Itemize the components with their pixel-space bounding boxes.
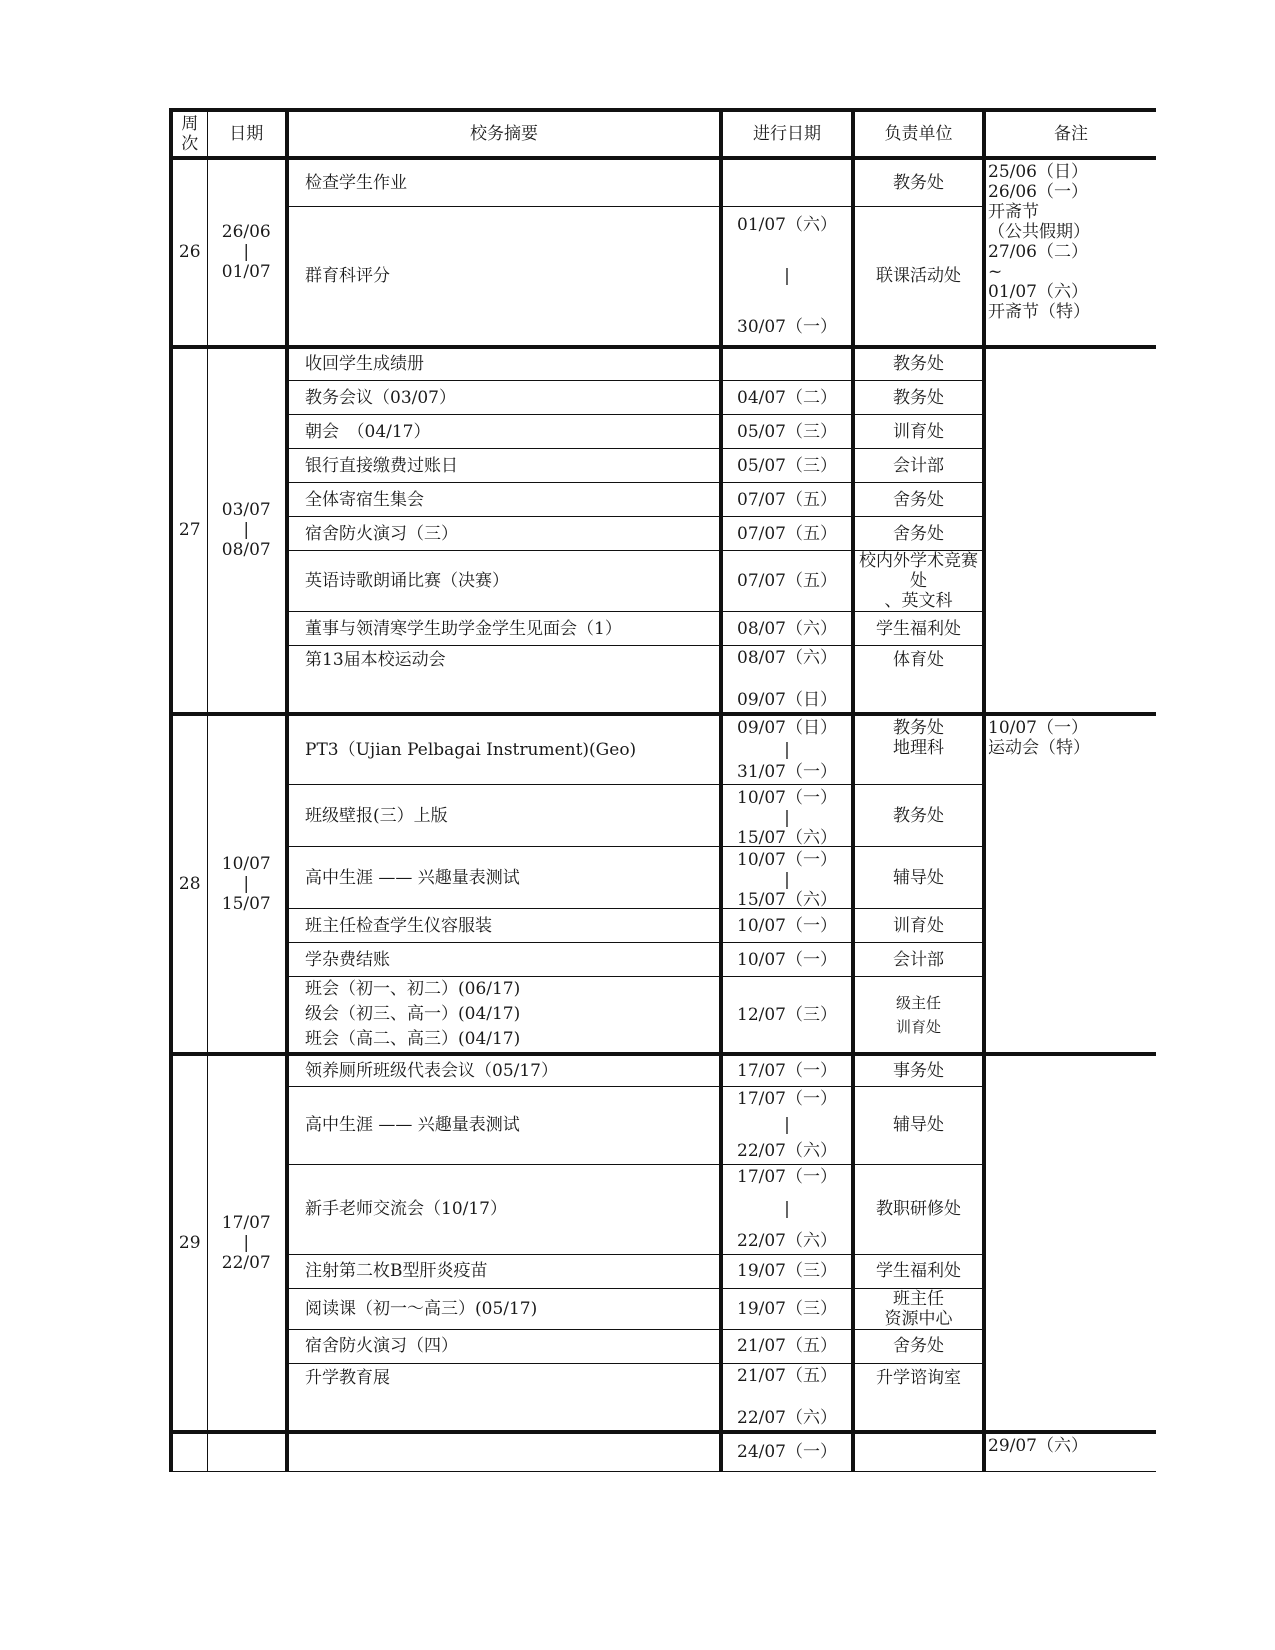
task-summary: 班级壁报(三）上版 xyxy=(287,785,721,847)
text-line: 05/07（三） xyxy=(737,455,837,476)
task-schedule xyxy=(721,1329,853,1363)
text-line: 22/07（六） xyxy=(737,1231,837,1251)
responsible-unit xyxy=(853,381,984,415)
text-line: 21/07（五） xyxy=(737,1365,837,1386)
schedule-lines xyxy=(723,1061,851,1081)
task-schedule xyxy=(721,785,853,847)
responsible-unit xyxy=(853,483,984,517)
table-row xyxy=(171,347,1156,381)
task-schedule xyxy=(721,1288,853,1329)
task-summary: 学杂费结账 xyxy=(287,943,721,977)
text-line: 09/07（日） xyxy=(737,690,837,710)
text-line: 学生福利处 xyxy=(876,1261,961,1281)
text-line: 教职研修处 xyxy=(876,1199,961,1219)
schedule-lines xyxy=(723,1087,851,1163)
task-summary: 升学教育展 xyxy=(287,1363,721,1432)
text-line: 教务处 xyxy=(893,805,944,826)
responsible-unit xyxy=(853,1329,984,1363)
task-summary: 教务会议（03/07） xyxy=(287,381,721,415)
week-number xyxy=(171,1432,207,1472)
text-line: 教务处 xyxy=(893,172,944,193)
text-line: 舍务处 xyxy=(893,489,944,510)
text-line: 会计部 xyxy=(893,949,944,970)
header-task: 校务摘要 xyxy=(287,110,721,158)
schedule-lines xyxy=(723,716,851,784)
schedule-lines xyxy=(723,571,851,591)
text-line: 08/07（六） xyxy=(737,648,837,668)
table-row xyxy=(171,158,1156,206)
task-schedule xyxy=(721,483,853,517)
text-line: 07/07（五） xyxy=(737,571,837,591)
text-line: 04/07（二） xyxy=(737,387,837,408)
remarks xyxy=(984,1054,1156,1432)
text-line: 校内外学术竞赛处 xyxy=(859,551,978,591)
task-schedule xyxy=(721,646,853,715)
remarks xyxy=(984,714,1156,1054)
week-number: 27 xyxy=(171,347,207,715)
text-line: 19/07（三） xyxy=(737,1298,837,1319)
text-line: | xyxy=(243,874,250,894)
responsible-unit xyxy=(853,415,984,449)
text-line: 10/07（一） xyxy=(737,949,837,970)
remarks xyxy=(984,158,1156,347)
text-line: 体育处 xyxy=(893,650,944,670)
text-line: 22/07（六） xyxy=(737,1141,837,1161)
text-line: 01/07（六） xyxy=(737,214,837,235)
week-date-range xyxy=(207,347,287,715)
task-summary: 新手老师交流会（10/17） xyxy=(287,1164,721,1254)
task-summary: 高中生涯 —— 兴趣量表测试 xyxy=(287,847,721,909)
task-schedule xyxy=(721,977,853,1055)
text-line: | xyxy=(784,807,790,828)
task-schedule xyxy=(721,612,853,646)
text-line: 26/06（一） xyxy=(988,182,1088,202)
task-schedule xyxy=(721,909,853,943)
task-summary: 领养厕所班级代表会议（05/17） xyxy=(287,1054,721,1086)
header-when: 进行日期 xyxy=(721,110,853,158)
calendar-table xyxy=(169,108,1156,1472)
text-line: 17/07（一） xyxy=(737,1060,837,1081)
task-summary: 第13届本校运动会 xyxy=(287,646,721,715)
responsible-unit xyxy=(853,909,984,943)
responsible-unit xyxy=(853,517,984,551)
responsible-unit xyxy=(853,206,984,347)
text-line: 08/07 xyxy=(221,540,271,561)
text-line: 资源中心 xyxy=(884,1308,953,1329)
text-line: 01/07（六） xyxy=(988,282,1088,302)
responsible-unit xyxy=(853,449,984,483)
responsible-unit xyxy=(853,347,984,381)
text-line: | xyxy=(243,1232,250,1253)
text-line: 22/07（六） xyxy=(737,1407,837,1428)
week-date-range xyxy=(207,1432,287,1472)
text-line: 30/07（一） xyxy=(737,316,837,337)
task-schedule xyxy=(721,1086,853,1164)
task-schedule xyxy=(721,158,853,206)
text-line: 10/07（一） xyxy=(737,849,837,870)
schedule-lines xyxy=(723,848,851,908)
text-line: 17/07（一） xyxy=(737,1089,837,1109)
task-summary: 检查学生作业 xyxy=(287,158,721,206)
task-schedule xyxy=(721,1363,853,1432)
responsible-unit xyxy=(853,612,984,646)
text-line: （公共假期） xyxy=(988,222,1090,242)
text-line: 开斋节 xyxy=(988,202,1039,222)
task-schedule xyxy=(721,347,853,381)
text-line: 27/06（二） xyxy=(988,242,1088,262)
responsible-unit xyxy=(853,1363,984,1432)
task-summary: 银行直接缴费过账日 xyxy=(287,449,721,483)
text-line: 29/07（六） xyxy=(988,1435,1088,1456)
task-schedule xyxy=(721,1054,853,1086)
text-line: 级主任 xyxy=(895,993,941,1012)
task-summary: 群育科评分 xyxy=(287,206,721,347)
schedule-lines xyxy=(723,1299,851,1319)
text-line: 07/07（五） xyxy=(737,523,837,544)
task-line: 班会（高二、高三）(04/17) xyxy=(305,1029,521,1049)
responsible-unit xyxy=(853,785,984,847)
text-line: 17/07（一） xyxy=(737,1167,837,1187)
header-row xyxy=(171,110,1156,158)
week-date-range xyxy=(207,1054,287,1432)
remarks xyxy=(984,347,1156,715)
header-date: 日期 xyxy=(207,110,287,158)
task-summary: 全体寄宿生集会 xyxy=(287,483,721,517)
task-schedule xyxy=(721,847,853,909)
text-line: 25/06（日） xyxy=(988,162,1088,182)
remarks xyxy=(984,1432,1156,1472)
text-line: 10/07（一） xyxy=(737,915,837,936)
header-note: 备注 xyxy=(984,110,1156,158)
responsible-unit xyxy=(853,551,984,612)
schedule-lines xyxy=(723,524,851,544)
text-line: 10/07（一） xyxy=(737,787,837,808)
responsible-unit xyxy=(853,1086,984,1164)
text-line: 31/07（一） xyxy=(737,762,837,782)
text-line: 辅导处 xyxy=(893,867,944,888)
task-summary: 朝会 （04/17） xyxy=(287,415,721,449)
task-summary: 注射第二枚B型肝炎疫苗 xyxy=(287,1254,721,1288)
task-schedule xyxy=(721,1254,853,1288)
text-line: 训育处 xyxy=(893,421,944,442)
text-line: 地理科 xyxy=(893,738,944,758)
schedule-lines xyxy=(723,646,851,712)
schedule-lines xyxy=(723,490,851,510)
text-line: 教务处 xyxy=(893,354,944,375)
text-line: 班主任 xyxy=(893,1288,944,1309)
task-summary: 阅读课（初一～高三）(05/17) xyxy=(287,1288,721,1329)
text-line: 学生福利处 xyxy=(876,618,961,639)
calendar-body xyxy=(171,158,1156,1472)
task-schedule xyxy=(721,517,853,551)
week-number: 29 xyxy=(171,1054,207,1432)
responsible-unit xyxy=(853,1054,984,1086)
responsible-unit xyxy=(853,1254,984,1288)
text-line: 10/07（一） xyxy=(988,718,1088,738)
schedule-lines xyxy=(723,207,851,345)
task-summary: 英语诗歌朗诵比赛（决赛） xyxy=(287,551,721,612)
task-line: 级会（初三、高一）(04/17) xyxy=(305,1004,521,1024)
text-line: 会计部 xyxy=(893,455,944,476)
schedule-lines xyxy=(723,1336,851,1356)
responsible-unit xyxy=(853,943,984,977)
text-line: ~ xyxy=(988,262,1003,282)
table-row xyxy=(171,1054,1156,1086)
text-line: 升学谘询室 xyxy=(876,1367,961,1388)
text-line: 、英文科 xyxy=(884,591,953,611)
text-line: | xyxy=(784,1115,790,1135)
responsible-unit xyxy=(853,646,984,715)
week-number: 26 xyxy=(171,158,207,347)
responsible-unit xyxy=(853,158,984,206)
text-line: | xyxy=(784,869,790,890)
text-line: 05/07（三） xyxy=(737,421,837,442)
text-line: 事务处 xyxy=(893,1060,944,1081)
schedule-lines xyxy=(723,1364,851,1430)
task-schedule xyxy=(721,551,853,612)
task-summary xyxy=(287,1432,721,1472)
task-line: 班会（初一、初二）(06/17) xyxy=(305,979,521,999)
table-row xyxy=(171,714,1156,785)
responsible-unit xyxy=(853,977,984,1055)
text-line: 舍务处 xyxy=(893,523,944,544)
text-line: 训育处 xyxy=(893,915,944,936)
schedule-lines xyxy=(723,916,851,936)
text-line: 01/07 xyxy=(221,262,271,283)
schedule-lines xyxy=(723,422,851,442)
schedule-lines xyxy=(723,1165,851,1253)
table-row xyxy=(171,1432,1156,1472)
text-line: 15/07 xyxy=(221,894,271,914)
text-line: 26/06 xyxy=(221,222,271,243)
task-summary: 高中生涯 —— 兴趣量表测试 xyxy=(287,1086,721,1164)
school-calendar-sheet xyxy=(169,108,1156,1500)
text-line: 15/07（六） xyxy=(737,889,837,909)
task-schedule xyxy=(721,381,853,415)
text-line: 教务处 xyxy=(893,718,944,738)
text-line: 辅导处 xyxy=(893,1115,944,1135)
text-line: 24/07（一） xyxy=(737,1442,837,1463)
responsible-unit xyxy=(853,847,984,909)
week-number: 28 xyxy=(171,714,207,1054)
responsible-unit xyxy=(853,1432,984,1472)
schedule-lines xyxy=(723,950,851,970)
text-line: 联课活动处 xyxy=(876,265,961,286)
text-line: 09/07（日） xyxy=(737,718,837,738)
text-line: 教务处 xyxy=(893,387,944,408)
text-line: 12/07（三） xyxy=(737,1004,837,1025)
responsible-unit xyxy=(853,1164,984,1254)
task-schedule xyxy=(721,1432,853,1472)
text-line: 08/07（六） xyxy=(737,618,837,639)
text-line: 15/07（六） xyxy=(737,827,837,847)
task-summary: 宿舍防火演习（三） xyxy=(287,517,721,551)
task-schedule xyxy=(721,206,853,347)
text-line: 运动会（特） xyxy=(988,738,1090,758)
schedule-lines xyxy=(723,786,851,846)
schedule-lines xyxy=(723,1261,851,1281)
text-line: | xyxy=(784,265,790,286)
task-summary: 班主任检查学生仪容服装 xyxy=(287,909,721,943)
task-schedule xyxy=(721,1164,853,1254)
text-line: 开斋节（特） xyxy=(988,302,1090,322)
task-schedule xyxy=(721,714,853,785)
task-summary: 宿舍防火演习（四） xyxy=(287,1329,721,1363)
header-week: 周次 xyxy=(171,110,207,158)
week-date-range xyxy=(207,158,287,347)
task-schedule xyxy=(721,943,853,977)
text-line: 19/07（三） xyxy=(737,1261,837,1281)
text-line: 21/07（五） xyxy=(737,1336,837,1356)
task-summary xyxy=(287,977,721,1055)
task-summary: PT3（Ujian Pelbagai Instrument)(Geo) xyxy=(287,714,721,785)
schedule-lines xyxy=(723,456,851,476)
text-line: 17/07 xyxy=(221,1212,271,1233)
text-line: 22/07 xyxy=(221,1252,271,1273)
text-line: | xyxy=(243,520,250,541)
text-line: | xyxy=(784,1199,790,1219)
responsible-unit xyxy=(853,714,984,785)
task-summary: 董事与领清寒学生助学金学生见面会（1） xyxy=(287,612,721,646)
text-line: 10/07 xyxy=(221,854,271,874)
text-line: 03/07 xyxy=(221,500,271,521)
text-line: 07/07（五） xyxy=(737,489,837,510)
schedule-lines xyxy=(723,619,851,639)
task-schedule xyxy=(721,449,853,483)
text-line: 训育处 xyxy=(895,1017,941,1036)
schedule-lines xyxy=(723,388,851,408)
text-line: | xyxy=(784,740,790,760)
schedule-lines xyxy=(723,1005,851,1025)
task-schedule xyxy=(721,415,853,449)
week-date-range xyxy=(207,714,287,1054)
task-summary: 收回学生成绩册 xyxy=(287,347,721,381)
responsible-unit xyxy=(853,1288,984,1329)
text-line: 舍务处 xyxy=(893,1336,944,1356)
text-line: | xyxy=(243,242,250,263)
header-dept: 负责单位 xyxy=(853,110,984,158)
schedule-lines xyxy=(723,1442,851,1462)
